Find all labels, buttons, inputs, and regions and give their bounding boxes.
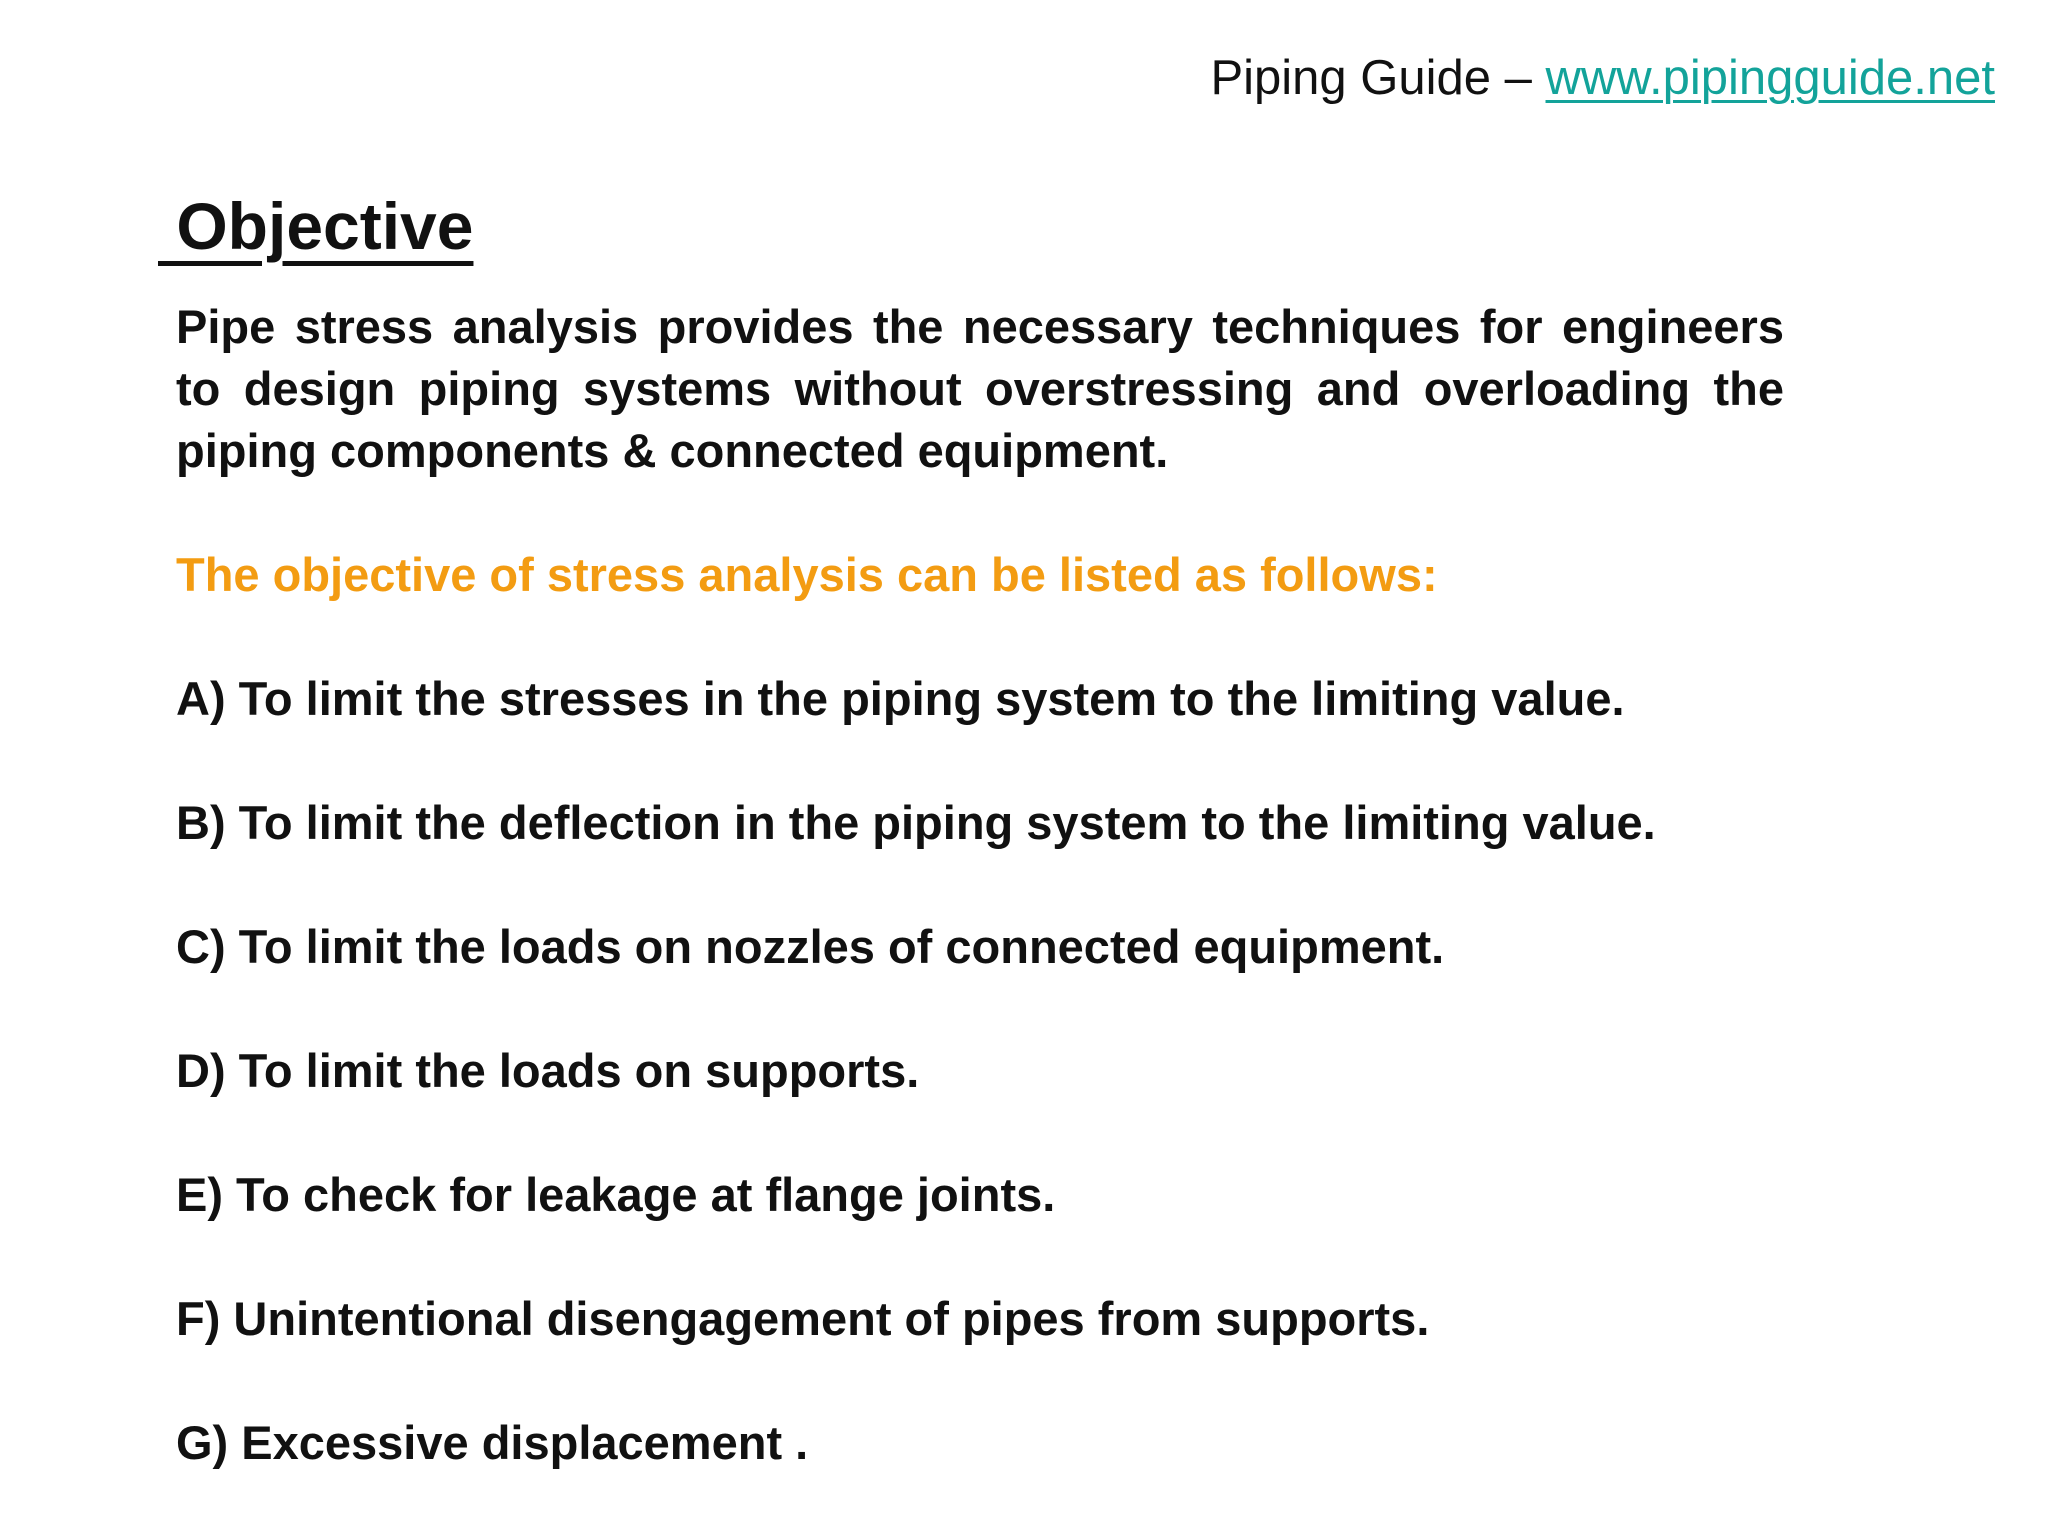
website-link[interactable]: www.pipingguide.net xyxy=(1545,51,1995,105)
objective-item: E) To check for leakage at flange joints. xyxy=(176,1168,1056,1221)
intro-paragraph: Pipe stress analysis provides the necessary techniques for engineers to design piping systems without overstressing and overloading the piping components & connected equipment. xyxy=(176,300,1784,477)
objective-item: D) To limit the loads on supports. xyxy=(176,1044,920,1097)
objective-item: B) To limit the deflection in the piping system to the limiting value. xyxy=(176,796,1656,849)
objective-item: F) Unintentional disengagement of pipes from supports. xyxy=(176,1292,1430,1345)
objectives-lead: The objective of stress analysis can be listed as follows: xyxy=(176,548,1438,601)
page-header xyxy=(1210,50,1995,106)
objectives-list xyxy=(176,668,1784,1474)
brand-name: Piping Guide xyxy=(1210,51,1492,105)
objective-item: G) Excessive displacement . xyxy=(176,1416,809,1469)
objective-item: C) To limit the loads on nozzles of connected equipment. xyxy=(176,920,1445,973)
page-title: Objective xyxy=(158,189,474,263)
slide-content xyxy=(176,296,1784,1474)
header-separator: – xyxy=(1491,51,1546,105)
objective-item: A) To limit the stresses in the piping system to the limiting value. xyxy=(176,672,1625,725)
